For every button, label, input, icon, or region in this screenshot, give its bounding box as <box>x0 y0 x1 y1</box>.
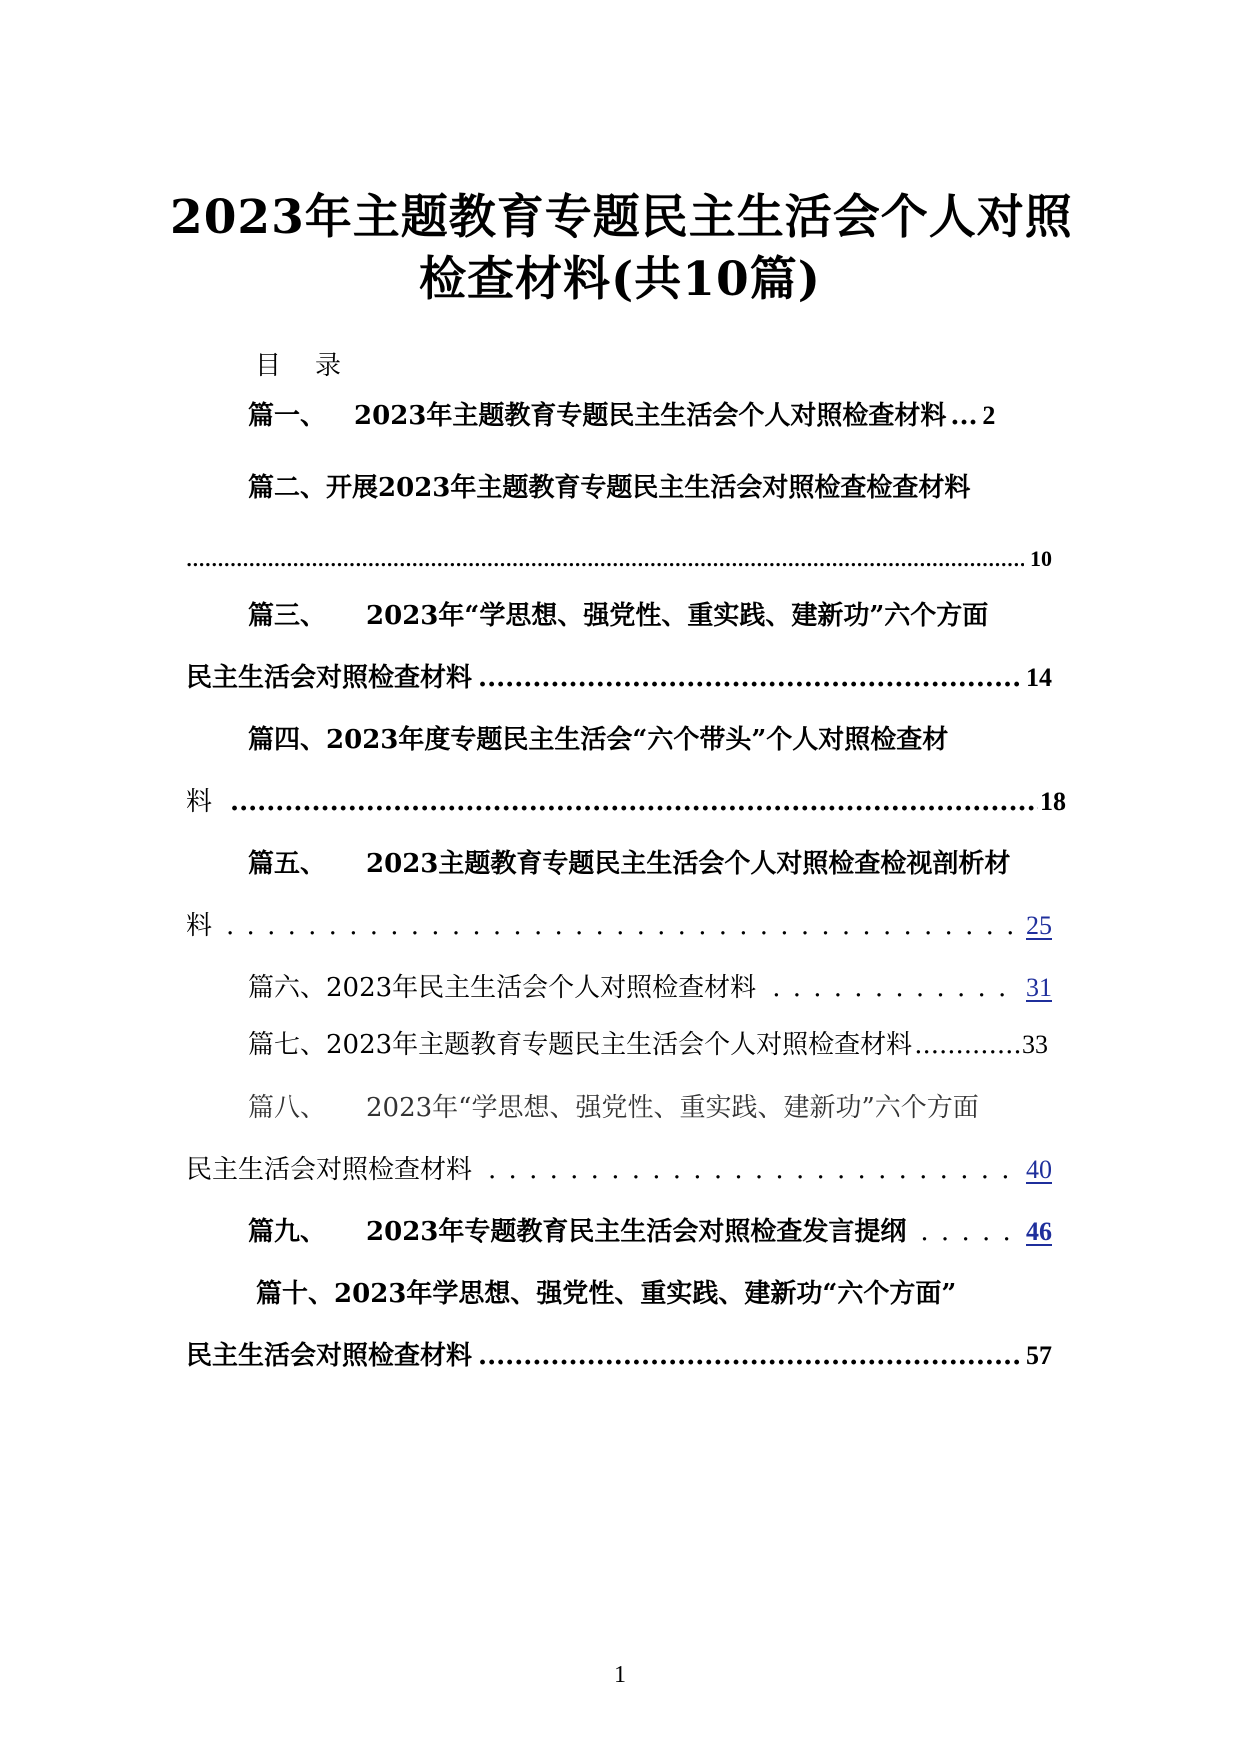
toc-entry-7-title: 2023年主题教育专题民主生活会个人对照检查材料 <box>326 1030 913 1060</box>
toc-entry-1[interactable] <box>248 398 1041 434</box>
toc-entry-8-leader <box>488 1152 1008 1188</box>
toc-entry-7[interactable] <box>248 1027 1048 1063</box>
toc-entry-2-page: 10 <box>1030 546 1052 571</box>
toc-entry-6-label: 篇六、 <box>248 973 327 1003</box>
toc-entry-5-title: 2023主题教育专题民主生活会个人对照检查检视剖析材 <box>366 849 1011 879</box>
toc-entry-8-title: 2023年“学思想、强党性、重实践、建新功”六个方面 <box>366 1093 979 1123</box>
toc-entry-1-label: 篇一、 <box>248 401 327 431</box>
toc-entry-3-title-cont: 民主生活会对照检查材料 <box>186 663 473 693</box>
toc-entry-5-page-link[interactable]: 25 <box>1026 911 1052 940</box>
toc-entry-2-label: 篇二、 <box>248 473 327 503</box>
toc-entry-9[interactable] <box>248 1214 1052 1250</box>
toc-entry-7-label: 篇七、 <box>248 1030 327 1060</box>
toc-entry-8-line1[interactable] <box>248 1090 979 1126</box>
toc-entry-7-leader <box>914 1027 1020 1063</box>
toc-entry-2-line1[interactable] <box>248 470 970 506</box>
toc-entry-10-page: 57 <box>1026 1341 1052 1370</box>
toc-entry-2-leader <box>186 543 1024 579</box>
toc-entry-1-leader <box>950 398 978 434</box>
toc-entry-3-title: 2023年“学思想、强党性、重实践、建新功”六个方面 <box>366 601 989 631</box>
toc-entry-3-label: 篇三、 <box>248 601 327 631</box>
toc-entry-8-page-link[interactable]: 40 <box>1026 1155 1052 1184</box>
toc-entry-7-page: 33 <box>1022 1030 1048 1059</box>
toc-entry-2-line2[interactable] <box>186 541 1052 579</box>
toc-entry-3-leader <box>478 660 1020 696</box>
toc-entry-10-label: 篇十、 <box>256 1279 335 1309</box>
toc-entry-5-title-cont: 料 <box>186 911 213 941</box>
toc-entry-10-title-cont: 民主生活会对照检查材料 <box>186 1341 473 1371</box>
toc-entry-6-page-link[interactable]: 31 <box>1026 973 1052 1002</box>
toc-entry-10-line2[interactable] <box>186 1338 1052 1374</box>
toc-entry-1-page: 2 <box>982 401 996 430</box>
toc-entry-10-line1[interactable] <box>256 1276 956 1312</box>
toc-entry-5-line2[interactable] <box>186 908 1052 944</box>
toc-entry-4-leader <box>230 784 1038 820</box>
toc-heading-char1: 目 <box>255 351 282 381</box>
toc-entry-4-page: 18 <box>1040 787 1066 816</box>
toc-entry-9-page-link[interactable]: 46 <box>1026 1217 1052 1246</box>
toc-entry-9-title: 2023年专题教育民主生活会对照检查发言提纲 <box>366 1217 907 1247</box>
toc-entry-4-title-cont: 料 <box>186 787 213 817</box>
toc-entry-4-line1[interactable] <box>248 722 948 758</box>
toc-entry-5-label: 篇五、 <box>248 849 327 879</box>
toc-entry-8-line2[interactable] <box>186 1152 1052 1188</box>
toc-entry-6-title: 2023年民主生活会个人对照检查材料 <box>326 973 757 1003</box>
toc-entry-3-line2[interactable] <box>186 660 1052 696</box>
document-title-line2: 检查材料(共10篇) <box>419 252 821 307</box>
toc-heading-char2: 录 <box>315 351 342 381</box>
toc-entry-10-leader <box>478 1338 1020 1374</box>
toc-entry-4-line2[interactable] <box>186 784 1066 820</box>
toc-entry-4-title: 2023年度专题民主生活会“六个带头”个人对照检查材 <box>326 725 949 755</box>
toc-entry-4-label: 篇四、 <box>248 725 327 755</box>
toc-heading <box>255 348 341 384</box>
toc-entry-6-leader <box>772 970 1020 1006</box>
toc-entry-2-title: 开展2023年主题教育专题民主生活会对照检查检查材料 <box>326 473 971 503</box>
page-number: 1 <box>614 1662 626 1688</box>
document-title-line1: 2023年主题教育专题民主生活会个人对照 <box>170 190 1073 245</box>
toc-entry-6[interactable] <box>248 970 1052 1006</box>
toc-entry-5-leader <box>226 908 1020 944</box>
toc-entry-1-title: 2023年主题教育专题民主生活会个人对照检查材料 <box>354 401 947 431</box>
toc-entry-8-title-cont: 民主生活会对照检查材料 <box>186 1155 473 1185</box>
toc-entry-10-title: 2023年学思想、强党性、重实践、建新功“六个方面” <box>334 1279 957 1309</box>
toc-entry-3-line1[interactable] <box>248 598 988 634</box>
toc-entry-5-line1[interactable] <box>248 846 1010 882</box>
toc-entry-3-page: 14 <box>1026 663 1052 692</box>
toc-entry-9-leader <box>920 1214 1020 1250</box>
toc-entry-8-label: 篇八、 <box>248 1093 327 1123</box>
toc-entry-9-label: 篇九、 <box>248 1217 327 1247</box>
